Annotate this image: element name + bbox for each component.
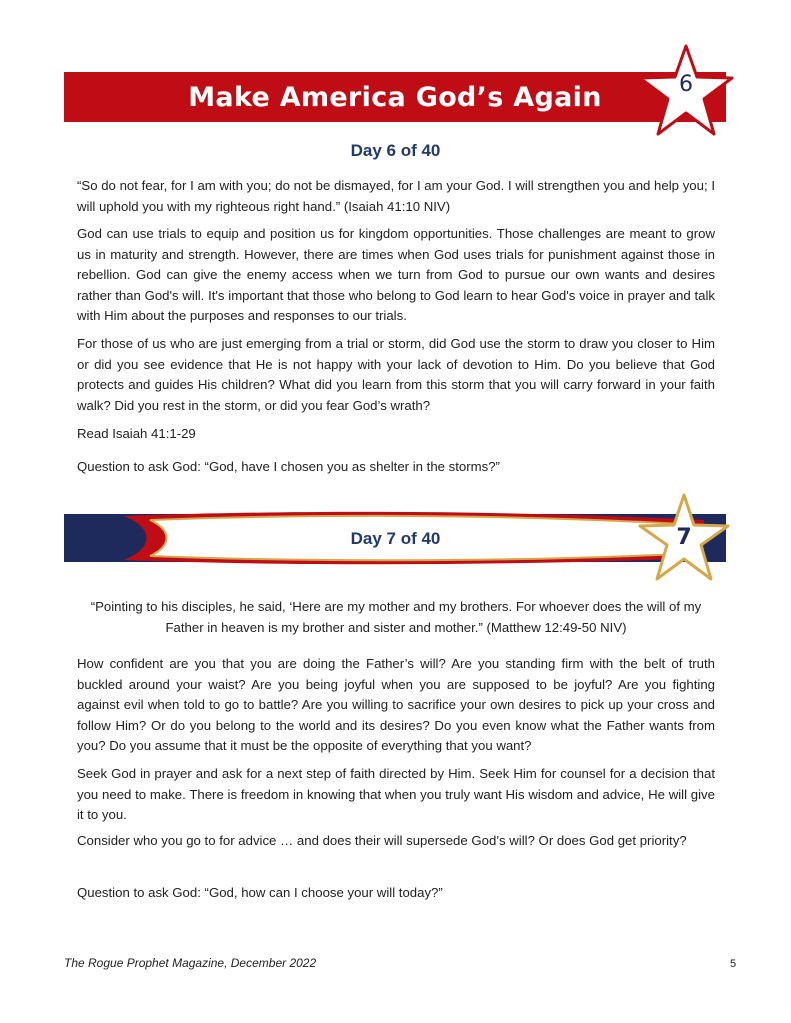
page-number: 5 xyxy=(730,958,737,970)
day-6-title: Day 6 of 40 xyxy=(350,141,441,160)
day-6-reading: Read Isaiah 41:1-29 xyxy=(77,426,196,441)
day-7-verse: “Pointing to his disciples, he said, ‘Here are my mother and my brothers. For whoever does the will of my Father in heaven is my brother and sister and mother.” (Matthew 12:49-50 NIV) xyxy=(90,599,702,635)
day-7-title: Day 7 of 40 xyxy=(350,529,441,548)
day-7-paragraph-1: How confident are you that you are doing the Father’s will? Are you standing firm with the belt of truth buckled around your waist? Are you being joyful when you are supposed to be joyful? Are you fighting against evil when told to go to battle? Are you willing to sacrifice your own desires to pick up your cross and follow Him? Or do you belong to the world and its desires? Do you even know what the Father wants from you? Do you assume that it must be the opposite of everything that you want? xyxy=(77,656,715,753)
day-7-paragraph-2: Seek God in prayer and ask for a next step of faith directed by Him. Seek Him for counsel for a decision that you need to make. There is freedom in knowing that when you truly want His wisdom and advice, He will give it to you. xyxy=(77,766,715,822)
header-banner xyxy=(64,72,726,122)
day-6-verse: “So do not fear, for I am with you; do not be dismayed, for I am your God. I will strengthen you and help you; I will uphold you with my righteous right hand.” (Isaiah 41:10 NIV) xyxy=(77,178,715,214)
footer-publication: The Rogue Prophet Magazine, December 2022 xyxy=(64,956,317,970)
day-7-question: Question to ask God: “God, how can I choose your will today?” xyxy=(77,885,443,900)
day-6-paragraph-1: God can use trials to equip and position us for kingdom opportunities. Those challenges are meant to grow us in maturity and strength. However, there are times when God uses trials for punishment against those in rebellion. God can give the enemy access when we turn from God to pursue our own wants and desires rather than God's will. It's important that those who belong to God learn to hear God's voice in prayer and talk with Him about the purposes and responses to our trials. xyxy=(77,226,715,323)
day-6-question: Question to ask God: “God, have I chosen you as shelter in the storms?” xyxy=(77,459,500,474)
page-title: Make America God’s Again xyxy=(188,82,602,113)
day-6-paragraph-2: For those of us who are just emerging from a trial or storm, did God use the storm to draw you closer to Him or did you see evidence that He is not happy with your lack of devotion to Him. Do you believe that God protects and guides His children? What did you learn from this storm that you will carry forward in your faith walk? Did you rest in the storm, or did you fear God’s wrath? xyxy=(77,336,715,413)
star-badge-number: 6 xyxy=(679,72,693,97)
day-7-paragraph-3: Consider who you go to for advice … and does their will supersede God’s will? Or does God get priority? xyxy=(77,833,687,848)
star-badge-number: 7 xyxy=(676,525,692,550)
